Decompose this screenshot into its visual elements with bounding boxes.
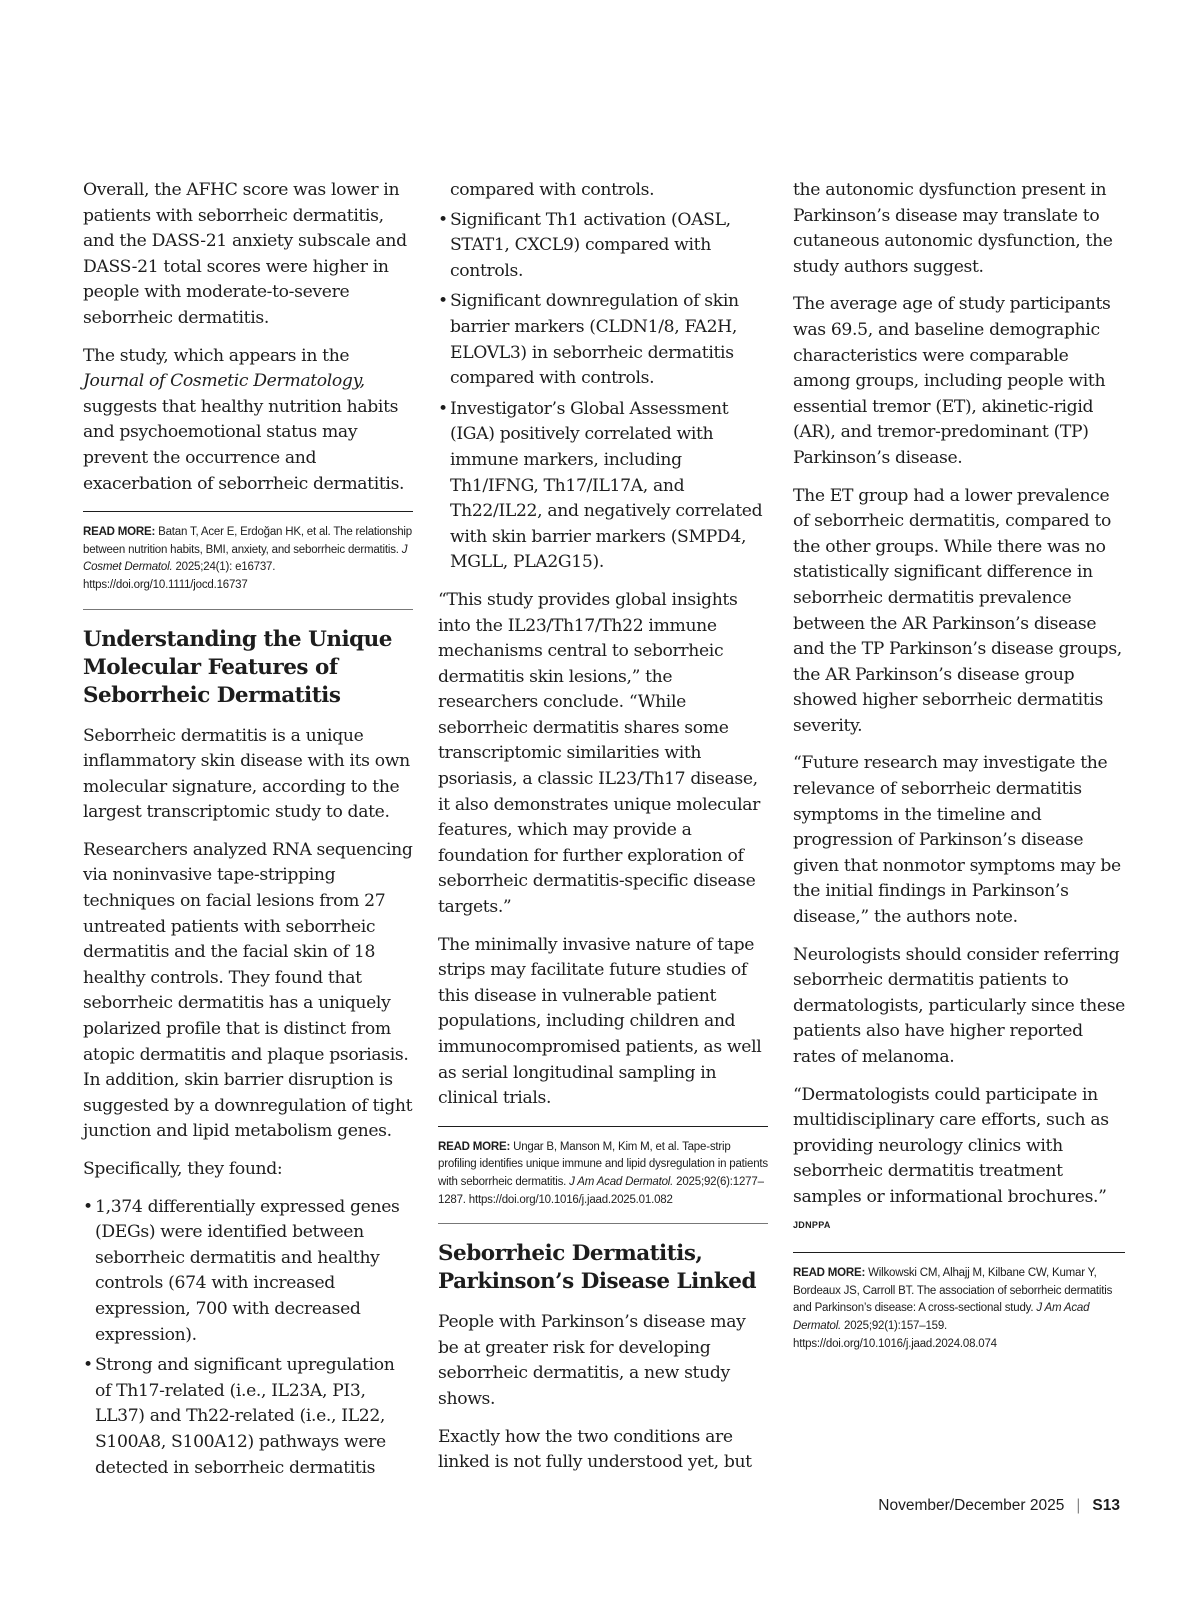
- list-item: • Significant downregulation of skin barrier markers (CLDN1/8, FA2H, ELOVL3) in seborrheic dermatitis compared with controls.: [438, 289, 768, 391]
- list-item: • 1,374 differentially expressed genes (DEGs) were identified between seborrheic dermatitis and healthy controls (674 with increased expression, 700 with decreased expression).: [83, 1195, 413, 1349]
- paragraph: “This study provides global insights into the IL23/Th17/Th22 immune mechanisms central to seborrheic dermatitis skin lesions,” the researchers conclude. “While seborrheic dermatitis shares some transcriptomic similarities with psoriasis, a classic IL23/Th17 disease, it also demonstrates unique molecular features, which may provide a foundation for further exploration of seborrheic dermatitis-specific disease targets.”: [438, 589, 761, 918]
- divider: [438, 1223, 768, 1224]
- column-3: [793, 178, 1125, 1365]
- paragraph: Neurologists should consider referring seborrheic dermatitis patients to dermatologists, particularly since these patients also have higher reported rates of melanoma.: [793, 944, 1125, 1067]
- paragraph: Exactly how the two conditions are linked is not fully understood yet, but: [438, 1426, 752, 1473]
- section-heading: Seborrheic Dermatitis, Parkinson’s Disease Linked: [438, 1241, 757, 1295]
- issue-date: November/December 2025: [878, 1497, 1065, 1514]
- section-heading: Understanding the Unique Molecular Features of Seborrheic Dermatitis: [83, 626, 392, 708]
- paragraph: People with Parkinson’s disease may be at greater risk for developing seborrheic dermatitis, a new study shows.: [438, 1312, 746, 1409]
- paragraph: Overall, the AFHC score was lower in patients with seborrheic dermatitis, and the DASS-21 anxiety subscale and DASS-21 total scores were higher in people with moderate-to-severe seborrheic dermatitis.: [83, 180, 407, 328]
- list-continuation: compared with controls.: [450, 180, 655, 200]
- paragraph: “Future research may investigate the relevance of seborrheic dermatitis symptoms in the timeline and progression of Parkinson’s disease given that nonmotor symptoms may be the initial findings in Parkinson’s disease,” the authors note.: [793, 753, 1121, 928]
- author-signoff: JDNPPA: [793, 1219, 831, 1230]
- divider: [83, 609, 413, 610]
- divider: [438, 1126, 768, 1127]
- paragraph: The study, which appears in the Journal of Cosmetic Dermatology, suggests that healthy nutrition habits and psychoemotional status may prevent the occurrence and exacerbation of seborrheic dermatitis.: [83, 345, 405, 494]
- read-more-citation: READ MORE: Batan T, Acer E, Erdoğan HK, et al. The relationship between nutrition habits, BMI, anxiety, and seborrheic dermatitis. J Cosmet Dermatol. 2025;24(1): e16737. https://doi.org/10.1111/jocd.16737: [83, 526, 412, 591]
- page-footer: [878, 1497, 1120, 1515]
- paragraph: Specifically, they found:: [83, 1159, 283, 1179]
- paragraph: The average age of study participants was 69.5, and baseline demographic characteristics were comparable among groups, including people with essential tremor (ET), akinetic-rigid (AR), and tremor-predominant (TP) Parkinson’s disease.: [793, 294, 1111, 468]
- footer-separator: |: [1076, 1497, 1081, 1514]
- divider: [793, 1252, 1125, 1253]
- citation-link[interactable]: 2025;92(6):1277–1287. https://doi.org/10.1016/j.jaad.2025.01.082: [438, 1175, 764, 1206]
- journal-name: Journal of Cosmetic Dermatology,: [83, 371, 365, 392]
- paragraph: the autonomic dysfunction present in Parkinson’s disease may translate to cutaneous autonomic dysfunction, the study authors suggest.: [793, 180, 1113, 277]
- column-1: [83, 178, 413, 1493]
- divider: [83, 511, 413, 512]
- paragraph: The minimally invasive nature of tape strips may facilitate future studies of this disease in vulnerable patient populations, including children and immunocompromised patients, as well as serial longitudinal sampling in clinical trials.: [438, 934, 762, 1109]
- column-2: [438, 178, 768, 1488]
- paragraph: The ET group had a lower prevalence of seborrheic dermatitis, compared to the other groups. While there was no statistically significant difference in seborrheic dermatitis prevalence between the AR Parkinson’s disease and the TP Parkinson’s disease groups, the AR Parkinson’s disease group showed higher seborrheic dermatitis severity.: [793, 485, 1122, 736]
- findings-list: [83, 1195, 413, 1482]
- paragraph: “Dermatologists could participate in multidisciplinary care efforts, such as providing neurology clinics with seborrheic dermatitis treatment samples or informational brochures.” JDNPPA: [793, 1084, 1109, 1230]
- citation-link[interactable]: 2025;92(1):157–159. https://doi.org/10.1016/j.jaad.2024.08.074: [793, 1319, 997, 1350]
- list-item: • Investigator’s Global Assessment (IGA) positively correlated with immune markers, including Th1/IFNG, Th17/IL17A, and Th22/IL22, and negatively correlated with skin barrier markers (SMPD4, MGLL, PLA2G15).: [438, 397, 768, 576]
- read-more-citation: READ MORE: Ungar B, Manson M, Kim M, et al. Tape-strip profiling identifies unique immune and lipid dysregulation in patients with seborrheic dermatitis. J Am Acad Dermatol. 2025;92(6):1277–1287. https://doi.org/10.1016/j.jaad.2025.01.082: [438, 1140, 768, 1206]
- page-number: S13: [1092, 1497, 1120, 1514]
- list-item: • Significant Th1 activation (OASL, STAT1, CXCL9) compared with controls.: [438, 208, 768, 285]
- paragraph: Seborrheic dermatitis is a unique inflammatory skin disease with its own molecular signature, according to the largest transcriptomic study to date.: [83, 725, 410, 823]
- citation-link[interactable]: 2025;24(1): e16737. https://doi.org/10.1111/jocd.16737: [83, 561, 276, 591]
- list-item: • Strong and significant upregulation of Th17-related (i.e., IL23A, PI3, LL37) and Th22-related (i.e., IL22, S100A8, S100A12) pathways were detected in seborrheic dermatitis: [83, 1353, 413, 1481]
- paragraph: Researchers analyzed RNA sequencing via noninvasive tape-stripping techniques on facial lesions from 27 untreated patients with seborrheic dermatitis and the facial skin of 18 healthy controls. They found that seborrheic dermatitis has a uniquely polarized profile that is distinct from atopic dermatitis and plaque psoriasis. In addition, skin barrier disruption is suggested by a downregulation of tight junction and lipid metabolism genes.: [83, 839, 413, 1142]
- findings-list: [438, 208, 768, 576]
- read-more-citation: READ MORE: Wilkowski CM, Alhajj M, Kilbane CW, Kumar Y, Bordeaux JS, Carroll BT. The association of seborrheic dermatitis and Parkinson’s disease: A cross-sectional study. J Am Acad Dermatol. 2025;92(1):157–159. https://doi.org/10.1016/j.jaad.2024.08.074: [793, 1267, 1113, 1350]
